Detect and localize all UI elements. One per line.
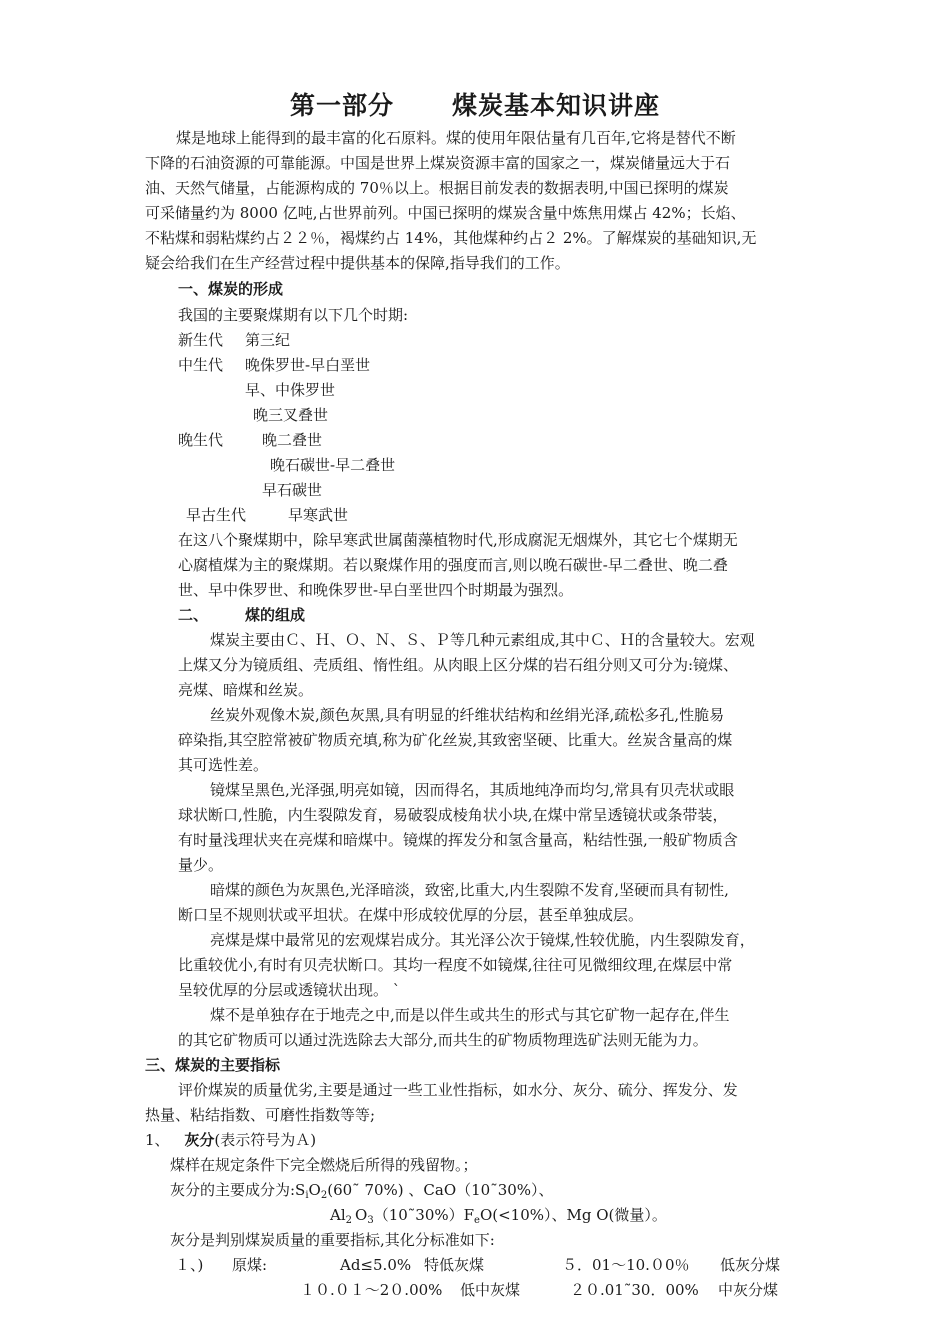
paragraph-line: 丝炭外观像木炭,颜色灰黑,具有明显的纤维状结构和丝绢光泽,疏松多孔,性脆易	[210, 706, 725, 724]
period-label: 早寒武世	[288, 506, 349, 524]
paragraph-line: 碎染指,其空腔常被矿物质充填,称为矿化丝炭,其致密坚硬、比重大。丝炭含量高的煤	[178, 731, 733, 749]
item-number: 1、	[145, 1131, 170, 1149]
paragraph-line: 断口呈不规则状或平坦状。在煤中形成较优厚的分层，甚至单独成层。	[178, 906, 644, 924]
paragraph-line: 亮煤是煤中最常见的宏观煤岩成分。其光泽公次于镜煤,性较优脆，内生裂隙发育，	[210, 931, 755, 949]
section-heading: 煤的组成	[245, 606, 306, 624]
section-number: 二、	[178, 606, 209, 624]
summary-line: 世、早中侏罗世、和晚侏罗世-早白垩世四个时期最为强烈。	[178, 581, 574, 599]
summary-line: 在这八个聚煤期中，除早寒武世属菌藻植物时代,形成腐泥无烟煤外，其它七个煤期无	[178, 531, 738, 549]
paragraph-line: 煤不是单独存在于地壳之中,而是以伴生或共生的形式与其它矿物一起存在,伴生	[210, 1006, 730, 1024]
paragraph-line: 比重较优小,有时有贝壳状断口。其均一程度不如镜煤,往往可见微细纹理,在煤层中常	[178, 956, 733, 974]
intro-line: 下降的石油资源的可靠能源。中国是世界上煤炭资源丰富的国家之一，煤炭储量远大于石	[145, 154, 731, 172]
period-label: 晚三叉叠世	[253, 406, 329, 424]
grade-class: 特低灰煤	[424, 1256, 485, 1274]
intro-line: 可采储量约为 8000 亿吨,占世界前列。中国已探明的煤炭含量中炼焦用煤占 42%；长焰、	[145, 204, 746, 222]
item-heading	[145, 1130, 316, 1150]
period-label: 第三纪	[245, 331, 291, 349]
item-title: 灰分	[184, 1131, 215, 1149]
paragraph-line: 热量、粘结指数、可磨性指数等等;	[145, 1106, 376, 1124]
grade-range: ５．01～10.０0％	[562, 1256, 690, 1274]
paragraph-line: 煤炭主要由Ｃ、Ｈ、Ｏ、Ｎ、Ｓ、Ｐ等几种元素组成,其中Ｃ、Ｈ的含量较大。宏观	[210, 631, 755, 649]
paragraph-line: 量少。	[178, 856, 224, 874]
paragraph-line: 评价煤炭的质量优劣,主要是通过一些工业性指标，如水分、灰分、硫分、挥发分、发	[178, 1081, 738, 1099]
grade-row-label: 原煤:	[232, 1256, 268, 1274]
grade-range: ２０.01˜30．00%	[570, 1281, 699, 1299]
paragraph-line: 亮煤、暗煤和丝炭。	[178, 681, 314, 699]
era-label: 中生代	[178, 356, 224, 374]
grade-class: 中灰分煤	[718, 1281, 779, 1299]
section-heading: 三、煤炭的主要指标	[145, 1056, 281, 1074]
title-name: 煤炭基本知识讲座	[452, 91, 661, 120]
paragraph-line: 其可选性差。	[178, 756, 269, 774]
composition-line: $Al_2$ $O_3(10˜30\%)F_eO(<10\%)$、Mg O(微量）。	[330, 1206, 667, 1226]
definition-line: 煤样在规定条件下完全燃烧后所得的残留物。；	[170, 1156, 478, 1174]
paragraph-line: 呈较优厚的分层或透镜状出现。 `	[178, 981, 401, 999]
era-label: 新生代	[178, 331, 224, 349]
intro-line: 不粘煤和弱粘煤约占２２％，褐煤约占 14%，其他煤种约占２ 2%。了解煤炭的基础知识,无	[145, 229, 757, 247]
grade-range: １０.０１～2０.00%	[300, 1281, 443, 1299]
section-lead: 我国的主要聚煤期有以下几个时期:	[178, 306, 409, 324]
summary-line: 心腐植煤为主的聚煤期。若以聚煤作用的强度而言,则以晚石碳世-早二叠世、晚二叠	[178, 556, 728, 574]
period-label: 早、中侏罗世	[245, 381, 336, 399]
period-label: 晚二叠世	[262, 431, 323, 449]
period-label: 早石碳世	[262, 481, 323, 499]
criteria-line: 灰分是判别煤炭质量的重要指标,其化分标准如下:	[170, 1231, 495, 1249]
period-label: 晚石碳世-早二叠世	[270, 456, 396, 474]
paragraph-line: 暗煤的颜色为灰黑色,光泽暗淡，致密,比重大,内生裂隙不发育,坚硬而具有韧性,	[210, 881, 729, 899]
item-note: (表示符号为Ａ)	[214, 1131, 317, 1149]
grade-row-number: １、)	[175, 1256, 204, 1274]
era-label: 晚生代	[178, 431, 224, 449]
intro-line: 油、天然气储量，占能源构成的 70％以上。根据目前发表的数据表明,中国已探明的煤炭	[145, 179, 729, 197]
paragraph-line: 球状断口,性脆，内生裂隙发育，易破裂成棱角状小块,在煤中常呈透镜状或条带装，	[178, 806, 728, 824]
era-label: 早古生代	[186, 506, 247, 524]
intro-line: 煤是地球上能得到的最丰富的化石原料。煤的使用年限估量有几百年,它将是替代不断	[176, 129, 736, 147]
intro-line: 疑会给我们在生产经营过程中提供基本的保障,指导我们的工作。	[145, 254, 570, 272]
section-heading: 一、煤炭的形成	[178, 280, 284, 298]
paragraph-line: 镜煤呈黑色,光泽强,明亮如镜，因而得名，其质地纯净而均匀,常具有贝壳状或眼	[210, 781, 735, 799]
title-part: 第一部分	[289, 91, 394, 120]
paragraph-line: 的其它矿物质可以通过洗选除去大部分,而共生的矿物质物理选矿法则无能为力。	[178, 1031, 708, 1049]
grade-row	[0, 1280, 950, 1300]
paragraph-line: 上煤又分为镜质组、壳质组、惰性组。从肉眼上区分煤的岩石组分则又可分为:镜煤、	[178, 656, 739, 674]
grade-range: Ad≤5.0%	[340, 1256, 412, 1274]
grade-row	[0, 1255, 950, 1275]
composition-line: 灰分的主要成分为$:S_iO_2(60˜$ 70%) 、CaO（10˜30%）、	[170, 1181, 554, 1201]
period-label: 晚侏罗世-早白垩世	[245, 356, 371, 374]
paragraph-line: 有时量浅理状夹在亮煤和暗煤中。镜煤的挥发分和氢含量高，粘结性强,一般矿物质含	[178, 831, 738, 849]
grade-class: 低中灰煤	[460, 1281, 521, 1299]
grade-class: 低灰分煤	[720, 1256, 781, 1274]
page-title	[0, 86, 950, 122]
